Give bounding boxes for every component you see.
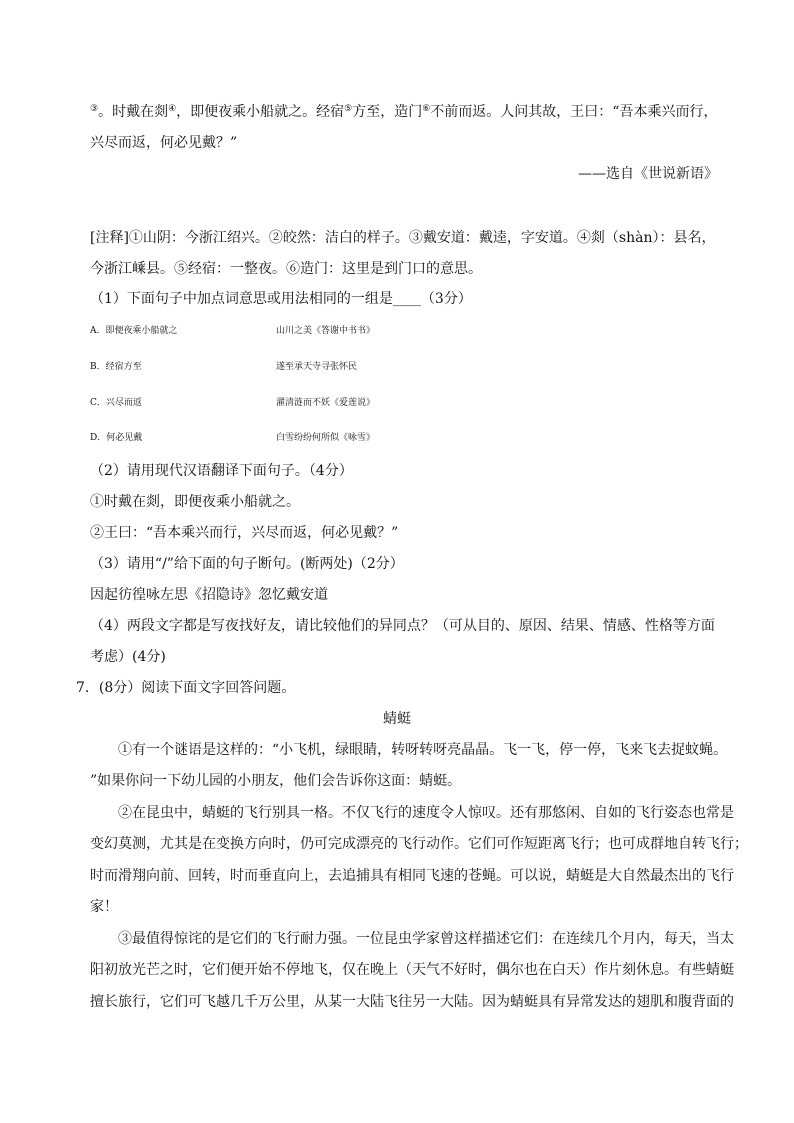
option-c-ref: 濯清涟而不妖《爱莲说》 [276,398,376,408]
paragraph-1-line-2: ”如果你问一下幼儿园的小朋友，他们会告诉你这面：蜻蜓。 [90,773,462,789]
notes-line-1: [注释]①山阴：今浙江绍兴。②皎然：洁白的样子。③戴安道：戴逵，字安道。④剡（shàn）：县名， [90,230,716,246]
article-title: 蜻蜓 [383,711,411,727]
paragraph-3-line-2: 阳初放光芒之时，它们便开始不停地飞，仅在晚上（天气不好时，偶尔也在白天）作片刻休息。有些蜻蜓 [90,962,734,978]
paragraph-3-line-3: 擅长旅行，它们可飞越几千万公里，从某一大陆飞往另一大陆。因为蜻蜓具有异常发达的翅肌和腹背面的 [90,994,734,1010]
paragraph-3-line-1: ③最值得惊诧的是它们的飞行耐力强。一位昆虫学家曾这样描述它们：在连续几个月内，每天，当太 [118,931,734,947]
option-d-ref: 白雪纷纷何所似《咏雪》 [276,433,376,443]
question-3-sentence: 因起彷徨咏左思《招隐诗》忽忆戴安道 [90,587,328,603]
footnote-marker: ③ [90,104,99,114]
paragraph-2-line-2: 变幻莫测，尤其是在变换方向时，仍可完成漂亮的飞行动作。它们可作短距离飞行；也可成群地自转飞行； [90,836,748,852]
option-b-ref: 遂至承天寺寻张怀民 [276,362,358,372]
option-c-label: C．兴尽而返 [90,398,142,408]
question-2-item-2: ②王曰：“吾本乘兴而行，兴尽而返，何必见戴？” [90,525,399,541]
passage-line-2: 兴尽而返，何必见戴？” [90,135,238,151]
option-b-label: B．经宿方至 [90,362,142,372]
option-a-ref: 山川之美《答谢中书书》 [276,326,376,336]
question-1-stem: （1）下面句子中加点词意思或用法相同的一组是____（3分） [90,291,472,307]
footnote-marker: ⑥ [422,104,431,114]
source-citation: ——选自《世说新语》 [578,166,718,182]
question-3-stem: （3）请用“/”给下面的句子断句。(断两处)（2分） [90,556,404,572]
question-2-stem: （2）请用现代汉语翻译下面句子。（4分） [90,463,353,479]
notes-line-2: 今浙江嵊县。⑤经宿：一整夜。⑥造门：这里是到门口的意思。 [90,261,482,277]
footnote-marker: ④ [168,104,177,114]
paragraph-2-line-4: 家！ [90,899,118,915]
paragraph-2-line-1: ②在昆虫中，蜻蜓的飞行别具一格。不仅飞行的速度令人惊叹。还有那悠闲、自如的飞行姿态也常是 [118,805,734,821]
passage-line-1: ③。时戴在剡④，即便夜乘小船就之。经宿⑤方至，造门⑥不前而返。人问其故，王曰：“吾本乘兴而行， [90,104,718,120]
option-d-label: D．何必见戴 [90,433,143,443]
paragraph-2-line-3: 时而滑翔向前、回转，时而垂直向上，去追捕具有相同飞速的苍蝇。可以说，蜻蜓是大自然最杰出的飞行 [90,868,734,884]
paragraph-1-line-1: ①有一个谜语是这样的：“小飞机，绿眼睛，转呀转呀亮晶晶。飞一飞，停一停，飞来飞去捉蚊蝇。 [118,742,728,758]
question-7-stem: 7．(8分）阅读下面文字回答问题。 [76,680,296,696]
question-4-line-2: 考虑）(4分) [90,649,166,665]
footnote-marker: ⑤ [344,104,353,114]
question-2-item-1: ①时戴在剡，即便夜乘小船就之。 [90,494,300,510]
question-4-line-1: （4）两段文字都是写夜找好友，请比较他们的异同点？（可从目的、原因、结果、情感、性格等方面 [90,618,715,634]
option-a-label: A．即便夜乘小船就之 [90,326,178,336]
